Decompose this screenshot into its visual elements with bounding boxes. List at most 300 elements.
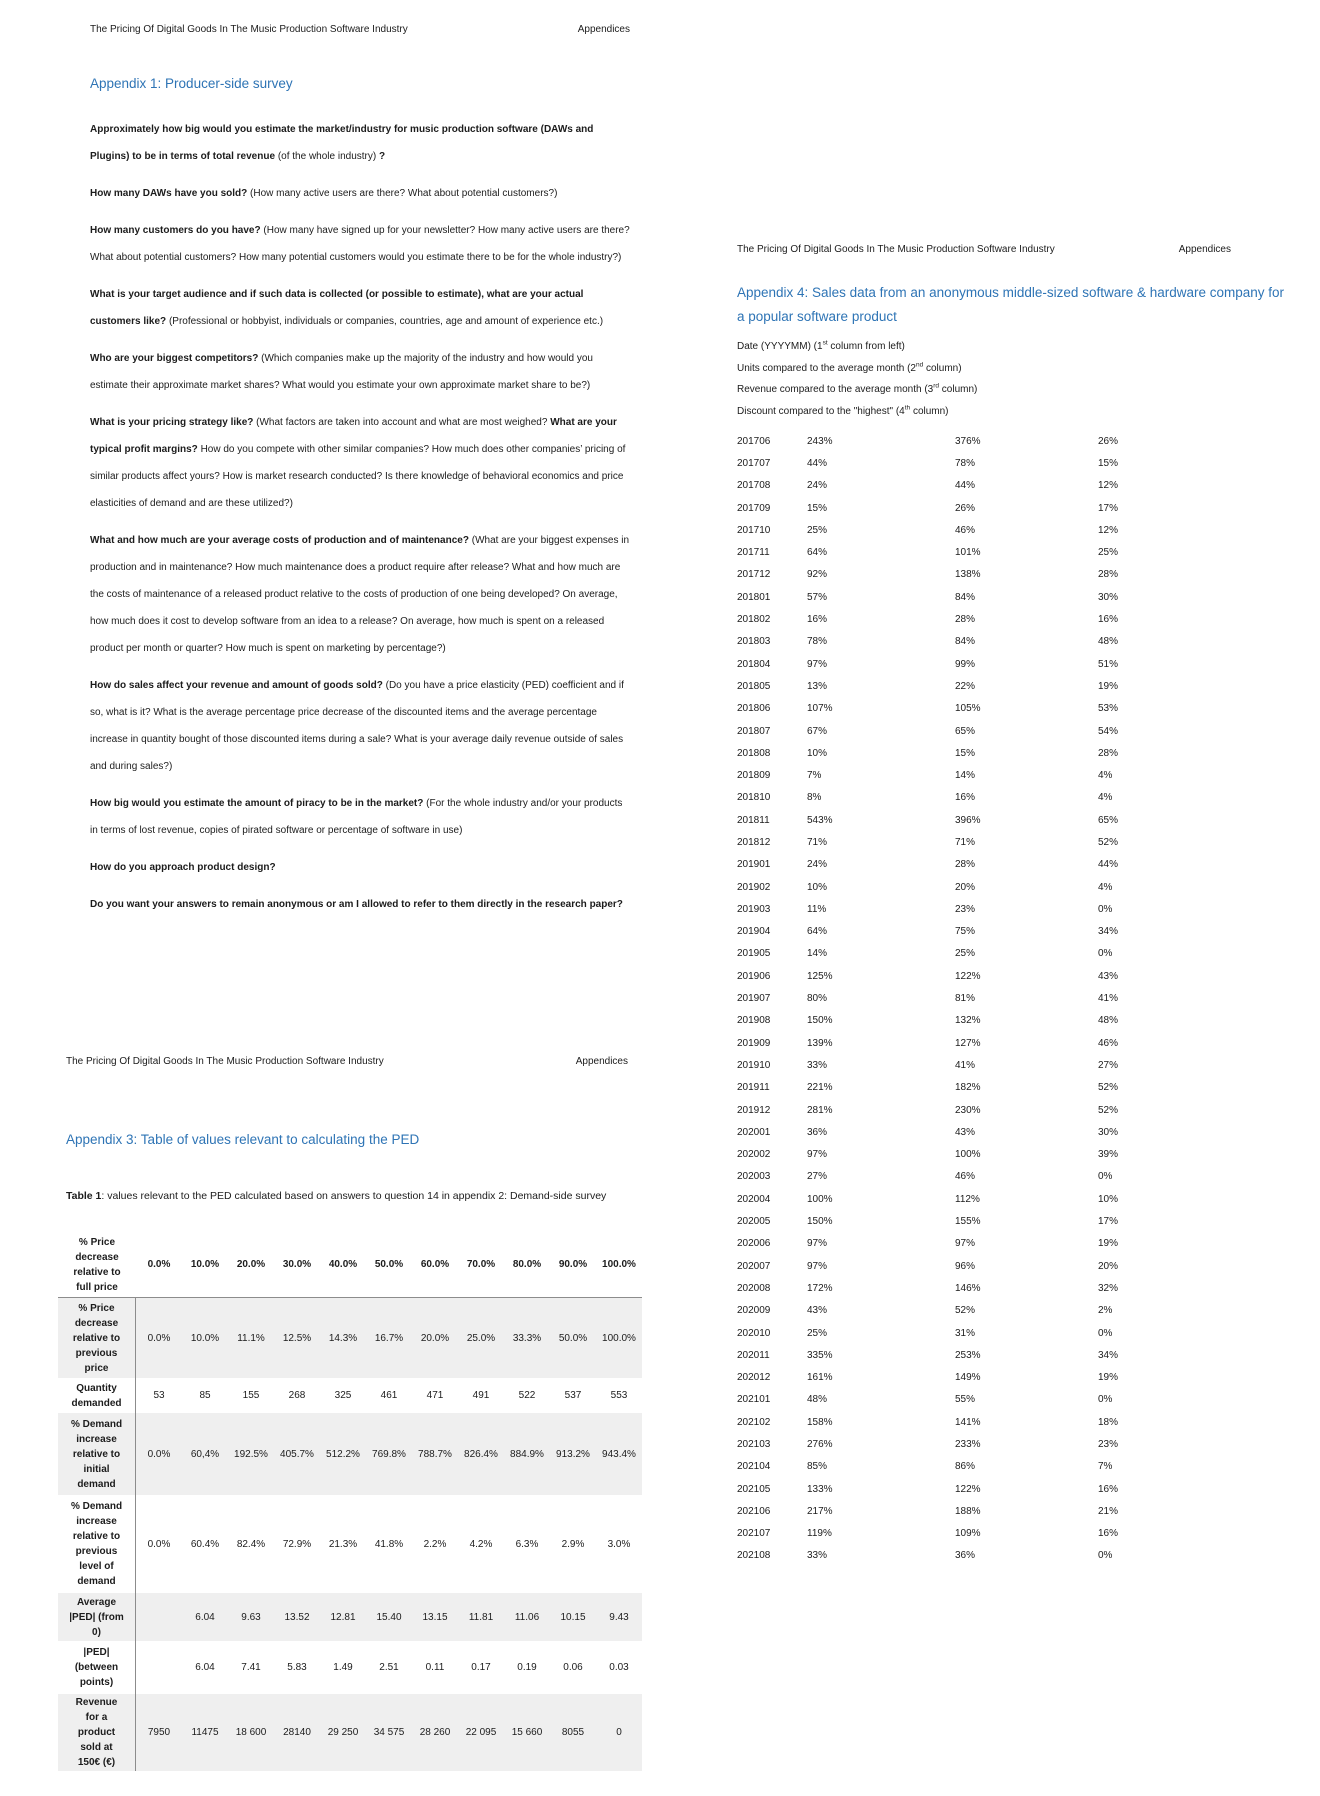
ped-table-row: [58, 1495, 642, 1593]
sales-cell-units: 97%: [807, 658, 828, 670]
sales-cell-revenue: 15%: [955, 747, 976, 759]
sales-cell-units: 10%: [807, 747, 828, 759]
sales-cell-discount: 39%: [1098, 1149, 1119, 1161]
ped-cell-value: 553: [610, 1390, 628, 1401]
sales-table-row: [737, 698, 1207, 720]
ped-cell-value: 826.4%: [464, 1448, 498, 1460]
sales-cell-revenue: 84%: [955, 591, 976, 603]
sales-cell-revenue: 127%: [955, 1037, 981, 1049]
ped-cell-value: 9.43: [609, 1611, 629, 1623]
sales-table-row: [737, 653, 1207, 675]
sales-cell-revenue: 96%: [955, 1260, 976, 1272]
sales-cell-date: 201708: [737, 480, 771, 492]
sales-cell-discount: 0%: [1098, 1171, 1113, 1183]
sales-cell-revenue: 141%: [955, 1416, 981, 1428]
ped-cell-value: 15 660: [511, 1727, 543, 1738]
sales-cell-units: 64%: [807, 547, 828, 559]
sales-cell-date: 201801: [737, 591, 771, 603]
sales-cell-revenue: 253%: [955, 1349, 981, 1361]
sales-cell-revenue: 105%: [955, 703, 981, 715]
sales-cell-units: 11%: [807, 903, 827, 915]
sales-cell-revenue: 20%: [955, 881, 976, 893]
sales-cell-discount: 53%: [1098, 703, 1119, 715]
ped-cell-value: 40.0%: [328, 1259, 358, 1270]
sales-cell-units: 100%: [807, 1193, 833, 1205]
ped-cell-value: 85: [199, 1390, 211, 1401]
survey-question: [90, 854, 632, 881]
ped-cell-value: 325: [334, 1390, 352, 1401]
sales-table-row: [737, 742, 1207, 764]
sales-cell-date: 202105: [737, 1483, 771, 1495]
ped-table-row: [58, 1232, 642, 1298]
ped-row-values: [136, 1232, 642, 1297]
sales-cell-discount: 0%: [1098, 948, 1113, 960]
sales-table-row: [737, 764, 1207, 786]
sales-cell-units: 125%: [807, 970, 833, 982]
sales-cell-units: 64%: [807, 926, 828, 938]
sales-cell-discount: 4%: [1098, 881, 1113, 893]
sales-cell-date: 201909: [737, 1037, 771, 1049]
sales-table-row: [737, 452, 1207, 474]
sales-cell-units: 543%: [807, 814, 833, 826]
ped-cell-value: 11475: [191, 1727, 219, 1738]
survey-question: [90, 409, 632, 517]
sales-table-row: [737, 1010, 1207, 1032]
sales-cell-units: 8%: [807, 792, 822, 804]
legend-text-post: column from left): [827, 341, 905, 352]
sales-table-row: [737, 1210, 1207, 1232]
ped-table: [58, 1232, 642, 1771]
ped-cell-value: 491: [472, 1390, 490, 1401]
ped-cell-value: 155: [242, 1390, 260, 1401]
sales-table-row: [737, 1054, 1207, 1076]
page1-header-title: The Pricing Of Digital Goods In The Music Production Software Industry: [90, 24, 408, 35]
sales-cell-date: 201711: [737, 547, 770, 559]
ped-cell-value: 50.0%: [558, 1332, 588, 1344]
sales-cell-date: 202012: [737, 1372, 771, 1384]
ped-cell-value: 192.5%: [234, 1448, 268, 1460]
sales-cell-revenue: 155%: [955, 1216, 981, 1228]
sales-table-row: [737, 1255, 1207, 1277]
sales-cell-date: 201809: [737, 770, 771, 782]
question-text-run: How do sales affect your revenue and amount of goods sold?: [90, 680, 383, 691]
ped-row-values: [136, 1378, 642, 1413]
sales-cell-revenue: 101%: [955, 547, 981, 559]
sales-cell-discount: 15%: [1098, 457, 1119, 469]
sales-cell-date: 202005: [737, 1216, 771, 1228]
sales-cell-discount: 0%: [1098, 1550, 1113, 1562]
question-text-run: How many DAWs have you sold?: [90, 188, 248, 199]
sales-cell-date: 202002: [737, 1149, 771, 1161]
ped-cell-value: 4.2%: [469, 1538, 493, 1550]
sales-cell-date: 201806: [737, 703, 771, 715]
ped-cell-value: 2.9%: [561, 1538, 585, 1550]
sales-table-row: [737, 541, 1207, 563]
sales-cell-discount: 0%: [1098, 903, 1113, 915]
question-text-run: How do you compete with other similar companies? How much does other companies’ pricing of similar products affect yours? How is market research conducted? Is there knowledge of behavioral economics and price elasticities of demand and are these utilized?): [90, 444, 626, 509]
sales-cell-units: 221%: [807, 1082, 833, 1094]
sales-cell-discount: 27%: [1098, 1059, 1119, 1071]
legend-text-pre: Discount compared to the "highest" (4: [737, 405, 905, 417]
appendix1-questions: [90, 116, 632, 928]
page3-header-title: The Pricing Of Digital Goods In The Music Production Software Industry: [737, 244, 1055, 255]
sales-cell-discount: 65%: [1098, 814, 1119, 826]
sales-cell-units: 243%: [807, 435, 833, 447]
sales-table-row: [737, 430, 1207, 452]
sales-table-row: [737, 475, 1207, 497]
sales-cell-discount: 52%: [1098, 1104, 1119, 1116]
survey-question: [90, 345, 632, 399]
sales-cell-units: 97%: [807, 1238, 828, 1250]
sales-cell-revenue: 36%: [955, 1550, 976, 1562]
ped-cell-value: 0.11: [425, 1662, 445, 1673]
sales-cell-date: 201706: [737, 435, 771, 447]
sales-cell-revenue: 132%: [955, 1015, 981, 1027]
question-text-run: (Which companies make up the majority of the industry and how would you estimate their approximate market shares? What would you estimate your own approximate market share to be?): [90, 353, 593, 391]
sales-cell-discount: 23%: [1098, 1439, 1119, 1450]
question-text-run: (Professional or hobbyist, individuals or companies, countries, age and amount of experience etc.): [168, 316, 604, 327]
sales-cell-discount: 43%: [1098, 970, 1119, 982]
sales-cell-revenue: 78%: [955, 457, 976, 469]
sales-cell-revenue: 26%: [955, 502, 976, 514]
sales-cell-units: 78%: [807, 636, 828, 648]
sales-cell-units: 7%: [807, 770, 822, 782]
sales-cell-date: 201808: [737, 747, 771, 759]
sales-cell-revenue: 233%: [955, 1439, 981, 1450]
sales-cell-discount: 48%: [1098, 1015, 1119, 1027]
question-text-run: ?: [378, 151, 386, 162]
ped-cell-value: 22 095: [465, 1727, 497, 1738]
sales-table-row: [737, 854, 1207, 876]
sales-cell-discount: 54%: [1098, 725, 1119, 737]
sales-cell-date: 202008: [737, 1282, 771, 1294]
legend-text-post: column): [939, 384, 978, 395]
ped-row-values: [136, 1694, 642, 1771]
legend-line: [737, 401, 1217, 423]
appendix4-heading: Appendix 4: Sales data from an anonymous middle-sized software & hardware company for a popular software product: [737, 285, 1285, 324]
sales-table-row: [737, 1099, 1207, 1121]
appendix1-heading: Appendix 1: Producer-side survey: [90, 76, 293, 91]
ped-cell-value: 30.0%: [282, 1259, 312, 1270]
ped-cell-value: 60.4%: [190, 1538, 220, 1550]
survey-question: [90, 180, 632, 207]
sales-cell-date: 201901: [737, 859, 771, 871]
sales-cell-revenue: 86%: [955, 1461, 976, 1473]
sales-cell-units: 92%: [807, 569, 828, 581]
ped-row-label: % Demand increase relative to initial demand: [58, 1413, 136, 1495]
ped-row-values: [136, 1495, 642, 1593]
ped-row-label: % Price decrease relative to previous price: [58, 1298, 136, 1378]
sales-cell-units: 24%: [807, 859, 828, 871]
sales-table-row: [737, 1188, 1207, 1210]
sales-table-row: [737, 1456, 1207, 1478]
ped-row-label: Revenue for a product sold at 150€ (€): [58, 1694, 136, 1771]
ped-cell-value: 34 575: [373, 1727, 405, 1738]
sales-cell-date: 202009: [737, 1305, 771, 1317]
question-text-run: (What factors are taken into account and what are most weighed?: [256, 417, 551, 428]
sales-cell-date: 201912: [737, 1104, 771, 1116]
sales-cell-units: 10%: [807, 881, 828, 893]
page2-running-header: [66, 1056, 628, 1067]
sales-table-row: [737, 831, 1207, 853]
ped-cell-value: 33.3%: [512, 1332, 542, 1344]
ped-row-values: [136, 1413, 642, 1495]
sales-cell-date: 201905: [737, 948, 771, 960]
sales-cell-discount: 16%: [1098, 614, 1119, 626]
sales-table-row: [737, 608, 1207, 630]
sales-cell-date: 202101: [737, 1394, 771, 1406]
question-text-run: Who are your biggest competitors?: [90, 353, 259, 364]
sales-cell-revenue: 100%: [955, 1149, 981, 1161]
sales-cell-units: 133%: [807, 1483, 833, 1495]
ped-cell-value: 28140: [283, 1727, 311, 1738]
sales-cell-units: 139%: [807, 1037, 833, 1049]
question-text-run: How big would you estimate the amount of piracy to be in the market?: [90, 798, 424, 809]
sales-cell-revenue: 44%: [955, 480, 976, 492]
sales-cell-revenue: 109%: [955, 1528, 981, 1540]
sales-cell-date: 201707: [737, 457, 771, 469]
sales-cell-discount: 0%: [1098, 1394, 1113, 1406]
sales-table-row: [737, 586, 1207, 608]
legend-ordinal-suffix: st: [822, 339, 828, 347]
table1-caption: [66, 1188, 626, 1204]
sales-cell-date: 202004: [737, 1193, 771, 1205]
sales-table-row: [737, 1545, 1207, 1567]
sales-cell-units: 13%: [807, 680, 828, 692]
sales-table-row: [737, 564, 1207, 586]
ped-cell-value: 943.4%: [602, 1448, 636, 1460]
page3-header-appendices: Appendices: [1178, 244, 1231, 255]
sales-cell-units: 85%: [807, 1461, 828, 1473]
sales-cell-discount: 52%: [1098, 1082, 1119, 1094]
table1-caption-label: Table 1: [66, 1190, 102, 1202]
ped-cell-value: 60,4%: [190, 1448, 220, 1460]
ped-cell-value: 11.06: [514, 1611, 540, 1623]
appendix3-heading: Appendix 3: Table of values relevant to calculating the PED: [66, 1132, 420, 1147]
ped-cell-value: 7.41: [241, 1662, 261, 1673]
sales-cell-units: 158%: [807, 1416, 833, 1428]
sales-cell-discount: 20%: [1098, 1260, 1119, 1272]
sales-cell-revenue: 112%: [955, 1193, 980, 1205]
sales-cell-discount: 26%: [1098, 435, 1119, 447]
sales-cell-discount: 19%: [1098, 680, 1119, 692]
sales-cell-discount: 41%: [1098, 993, 1119, 1005]
sales-cell-date: 202107: [737, 1528, 771, 1540]
sales-cell-revenue: 71%: [955, 836, 976, 848]
ped-cell-value: 13.15: [422, 1611, 448, 1623]
sales-table-row: [737, 1322, 1207, 1344]
sales-cell-revenue: 188%: [955, 1505, 981, 1517]
sales-table-row: [737, 1411, 1207, 1433]
sales-cell-revenue: 46%: [955, 1171, 976, 1183]
page3-running-header: [737, 244, 1231, 255]
table1-caption-text: : values relevant to the PED calculated based on answers to question 14 in appendix 2: Demand-side survey: [101, 1190, 607, 1202]
sales-cell-discount: 32%: [1098, 1282, 1119, 1294]
sales-table-row: [737, 1389, 1207, 1411]
sales-cell-discount: 19%: [1098, 1238, 1119, 1250]
sales-table-row: [737, 1144, 1207, 1166]
sales-table-row: [737, 965, 1207, 987]
ped-cell-value: 461: [380, 1390, 398, 1401]
ped-cell-value: 0.0%: [147, 1448, 171, 1460]
survey-question: [90, 672, 632, 780]
ped-cell-value: 0.03: [609, 1662, 629, 1673]
sales-cell-units: 25%: [807, 524, 828, 536]
sales-cell-revenue: 23%: [955, 903, 976, 915]
ped-row-label: |PED| (between points): [58, 1641, 136, 1694]
sales-table-row: [737, 1523, 1207, 1545]
sales-cell-date: 201709: [737, 502, 771, 514]
sales-cell-discount: 25%: [1098, 547, 1119, 559]
legend-text-pre: Revenue compared to the average month (3: [737, 384, 934, 395]
sales-cell-revenue: 122%: [955, 970, 981, 982]
sales-table-legend: [737, 336, 1217, 422]
ped-row-label: Average |PED| (from 0): [58, 1593, 136, 1641]
sales-cell-discount: 51%: [1098, 658, 1119, 670]
sales-cell-revenue: 52%: [955, 1305, 976, 1317]
sales-table-row: [737, 1032, 1207, 1054]
ped-row-values: [136, 1298, 642, 1378]
sales-cell-revenue: 230%: [955, 1104, 981, 1116]
legend-ordinal-suffix: nd: [915, 361, 924, 369]
sales-cell-date: 201910: [737, 1059, 771, 1071]
sales-cell-revenue: 75%: [955, 926, 976, 938]
sales-cell-revenue: 25%: [955, 948, 976, 960]
sales-cell-discount: 16%: [1098, 1528, 1119, 1540]
ped-cell-value: 268: [288, 1390, 306, 1401]
sales-cell-units: 172%: [807, 1282, 833, 1294]
legend-line: [737, 336, 1217, 358]
ped-cell-value: 884.9%: [510, 1448, 544, 1460]
sales-cell-units: 57%: [807, 591, 828, 603]
sales-cell-revenue: 55%: [955, 1394, 976, 1406]
ped-cell-value: 1.49: [333, 1662, 353, 1673]
sales-cell-units: 25%: [807, 1327, 828, 1339]
sales-cell-units: 15%: [807, 502, 828, 514]
ped-cell-value: 6.04: [195, 1611, 215, 1623]
ped-table-row: [58, 1694, 642, 1771]
sales-cell-date: 202106: [737, 1505, 771, 1517]
ped-row-label: % Price decrease relative to full price: [73, 1236, 121, 1293]
ped-cell-value: 3.0%: [607, 1538, 631, 1550]
sales-table-row: [737, 1500, 1207, 1522]
legend-text-post: column): [923, 362, 962, 374]
ped-cell-value: 10.0%: [190, 1259, 220, 1270]
ped-cell-value: 25.0%: [466, 1332, 496, 1344]
ped-cell-value: 471: [426, 1390, 444, 1401]
sales-cell-date: 202007: [737, 1260, 771, 1272]
sales-cell-revenue: 84%: [955, 636, 976, 648]
ped-table-row: [58, 1298, 642, 1378]
ped-cell-value: 0.0%: [147, 1332, 171, 1344]
sales-cell-date: 202103: [737, 1439, 771, 1450]
sales-cell-discount: 17%: [1098, 502, 1119, 514]
ped-row-values: [136, 1593, 642, 1641]
sales-cell-units: 44%: [807, 457, 828, 469]
sales-table-row: [737, 987, 1207, 1009]
sales-cell-units: 43%: [807, 1305, 828, 1317]
sales-table-row: [737, 943, 1207, 965]
sales-cell-units: 14%: [807, 948, 828, 960]
sales-cell-revenue: 28%: [955, 614, 976, 626]
ped-cell-value: 29 250: [327, 1727, 359, 1738]
sales-cell-units: 27%: [807, 1171, 828, 1183]
page2-header-title: The Pricing Of Digital Goods In The Music Production Software Industry: [66, 1056, 384, 1067]
sales-cell-discount: 52%: [1098, 836, 1119, 848]
sales-cell-date: 201710: [737, 524, 771, 536]
survey-question: [90, 116, 632, 170]
sales-cell-date: 201807: [737, 725, 771, 737]
sales-cell-units: 80%: [807, 993, 828, 1005]
ped-cell-value: 41.8%: [374, 1538, 404, 1550]
sales-cell-discount: 21%: [1098, 1505, 1119, 1517]
ped-cell-value: 11.1%: [237, 1332, 265, 1344]
ped-table-row: [58, 1378, 642, 1413]
sales-cell-date: 201803: [737, 636, 771, 648]
sales-cell-units: 16%: [807, 614, 828, 626]
legend-text-pre: Date (YYYYMM) (1: [737, 341, 823, 352]
legend-line: [737, 379, 1217, 401]
sales-cell-units: 281%: [807, 1104, 833, 1116]
legend-ordinal-suffix: th: [904, 404, 911, 412]
sales-cell-units: 276%: [807, 1439, 833, 1450]
sales-cell-date: 201911: [737, 1082, 770, 1094]
sales-cell-discount: 7%: [1098, 1461, 1113, 1473]
sales-cell-revenue: 122%: [955, 1483, 981, 1495]
sales-cell-units: 335%: [807, 1349, 833, 1361]
ped-cell-value: 537: [564, 1390, 582, 1401]
sales-cell-discount: 34%: [1098, 926, 1119, 938]
sales-cell-units: 107%: [807, 703, 833, 715]
sales-table-row: [737, 675, 1207, 697]
ped-cell-value: 16.7%: [374, 1332, 404, 1344]
ped-cell-value: 2.51: [379, 1662, 399, 1673]
sales-cell-units: 36%: [807, 1126, 828, 1138]
ped-cell-value: 5.83: [287, 1662, 307, 1673]
ped-row-label: % Demand increase relative to previous level of demand: [58, 1495, 136, 1593]
ped-cell-value: 7950: [147, 1727, 171, 1738]
sales-cell-revenue: 182%: [955, 1082, 981, 1094]
sales-cell-units: 33%: [807, 1550, 828, 1562]
ped-cell-value: 15.40: [376, 1611, 402, 1623]
question-text-run: How do you approach product design?: [90, 862, 276, 873]
ped-cell-value: 20.0%: [236, 1259, 266, 1270]
sales-cell-units: 48%: [807, 1394, 828, 1406]
sales-data-table: [737, 430, 1207, 1567]
sales-cell-discount: 28%: [1098, 569, 1119, 581]
legend-text-post: column): [910, 405, 949, 417]
sales-cell-discount: 16%: [1098, 1483, 1119, 1495]
question-text-run: Approximately how big would you estimate the market/industry for music production software (DAWs and Plugins) to be in terms of total revenue: [90, 124, 594, 162]
sales-cell-date: 201802: [737, 614, 771, 626]
ped-cell-value: 28 260: [419, 1727, 451, 1738]
sales-cell-units: 119%: [807, 1528, 832, 1540]
sales-cell-date: 202001: [737, 1126, 771, 1138]
sales-cell-date: 202006: [737, 1238, 771, 1250]
sales-cell-date: 202102: [737, 1416, 771, 1428]
ped-cell-value: 12.5%: [282, 1332, 312, 1344]
ped-table-row: [58, 1593, 642, 1641]
ped-cell-value: 0.17: [471, 1662, 491, 1673]
ped-cell-value: 70.0%: [466, 1259, 496, 1270]
ped-cell-value: 82.4%: [236, 1538, 266, 1550]
ped-cell-value: 21.3%: [328, 1538, 358, 1550]
sales-cell-date: 202011: [737, 1349, 770, 1361]
legend-text-pre: Units compared to the average month (2: [737, 362, 916, 374]
ped-cell-value: [136, 1593, 182, 1641]
sales-table-row: [737, 631, 1207, 653]
survey-question: [90, 281, 632, 335]
